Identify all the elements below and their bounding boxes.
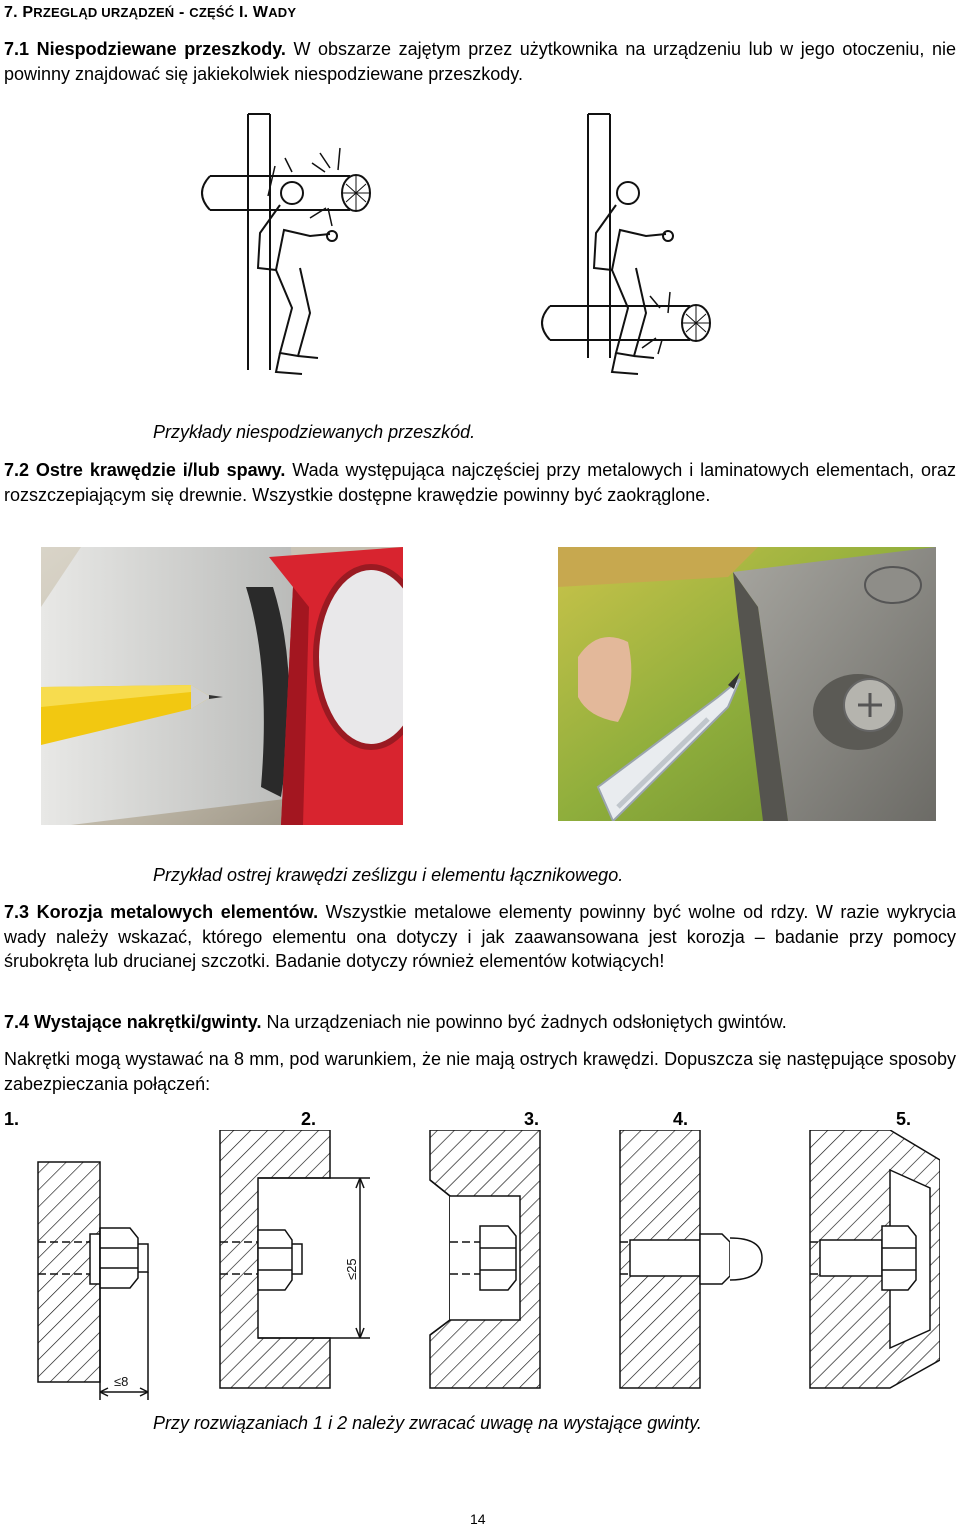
obstacles-illustration (180, 108, 740, 393)
subheading-7-3: 7.3 Korozja metalowych elementów. (4, 902, 319, 922)
caption-obstacles: Przykłady niespodziewanych przeszkód. (153, 422, 476, 442)
drawing-method-4 (620, 1130, 762, 1388)
drawing-method-1 (38, 1162, 148, 1400)
method-number-2: 2. (301, 1109, 317, 1129)
caption-protruding-threads: Przy rozwiązaniach 1 i 2 należy zwracać uwagę na wystające gwinty. (153, 1413, 702, 1433)
paragraph-7-3: 7.3 Korozja metalowych elementów. Wszystkie metalowe elementy powinny być wolne od rdzy. W razie wykrycia wady należy wskazać, którego elementu ona dotyczy i jak zaawansowana jest korozja – badanie przy pomocy śrubokręta lub drucianej szczotki. Badanie dotyczy również elementów kotwiących! (4, 902, 956, 971)
method-number-1: 1. (4, 1109, 20, 1129)
method-number-4: 4. (673, 1109, 689, 1129)
paragraph-7-2: 7.2 Ostre krawędzie i/lub spawy. Wada występująca najczęściej przy metalowych i laminatowych elementach, oraz rozszczepiającym się drewnie. Wszystkie dostępne krawędzie powinny być zaokrąglone. (4, 460, 957, 505)
photo-bracket-edge (558, 547, 936, 821)
caption-sharp-edges: Przykład ostrej krawędzi ześlizgu i elementu łącznikowego. (153, 865, 624, 885)
bolt-methods-drawing (30, 1130, 940, 1415)
paragraph-7-1: 7.1 Niespodziewane przeszkody. W obszarze zajętym przez użytkownika na urządzeniu lub w jego otoczeniu, nie powinny znajdować się jakiekolwiek niespodziewane przeszkody. (4, 39, 956, 84)
drawing-method-5 (810, 1130, 940, 1388)
subheading-7-4: 7.4 Wystające nakrętki/gwinty. (4, 1012, 262, 1032)
subheading-7-2: 7.2 Ostre krawędzie i/lub spawy. (4, 460, 286, 480)
dimension-le-8: ≤8 (114, 1374, 129, 1389)
paragraph-7-4: 7.4 Wystające nakrętki/gwinty. Na urządzeniach nie powinno być żadnych odsłoniętych gwintów. (4, 1012, 787, 1032)
drawing-method-3 (430, 1130, 540, 1388)
paragraph-7-4-details: Nakrętki mogą wystawać na 8 mm, pod warunkiem, że nie mają ostrych krawędzi. Dopuszcza się następujące sposoby zabezpieczania połączeń: (4, 1049, 956, 1094)
section-heading: 7. PRZEGLĄD URZĄDZEŃ - CZĘŚĆ I. WADY (4, 4, 297, 21)
page-number: 14 (470, 1511, 486, 1527)
method-number-3: 3. (524, 1109, 540, 1129)
photo-slide-edge (41, 547, 403, 825)
subheading-7-1: 7.1 Niespodziewane przeszkody. (4, 39, 286, 59)
dimension-le-25: ≤25 (344, 1258, 359, 1280)
figure-head-obstacle (202, 114, 370, 374)
figure-leg-obstacle (542, 114, 710, 374)
method-number-5: 5. (896, 1109, 912, 1129)
